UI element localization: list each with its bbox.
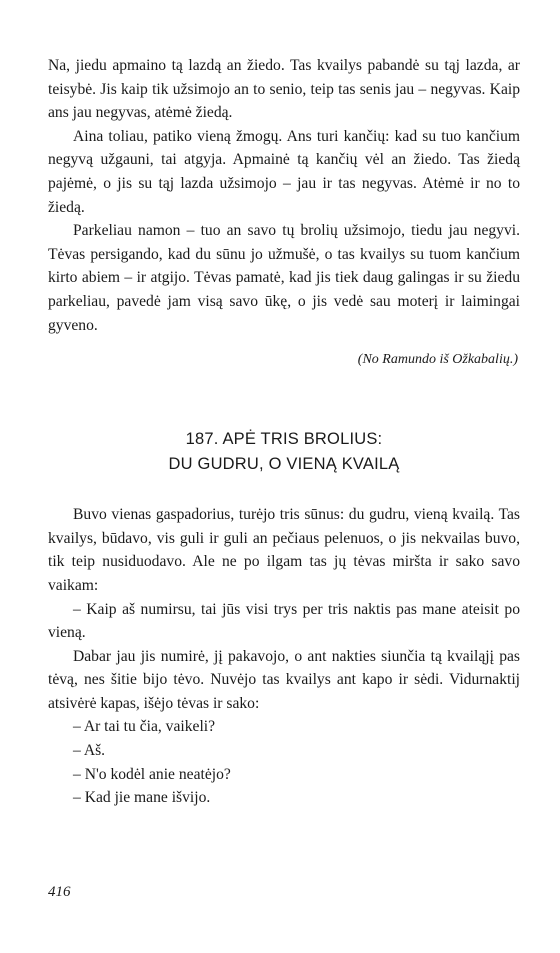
paragraph: Aina toliau, patiko vieną žmogų. Ans turi kančių: kad su tuo kančium negyvą užgauni, tai atgyja. Apmainė tą kančių vėl an žiedo. Tas žiedą pajėmė, o jis su tąj lazda užsimojo – jau ir tas negyvas. Atėmė ir no to žiedą.	[48, 127, 520, 216]
dialogue-line: – N'o kodėl anie neatėjo?	[73, 765, 231, 783]
dialogue-line: – Kad jie mane išvijo.	[73, 789, 211, 807]
story-subtitle: DU GUDRU, O VIENĄ KVAILĄ	[168, 455, 400, 474]
paragraph: Dabar jau jis numirė, jį pakavojo, o ant nakties siunčia tą kvailąjį pas tėvą, nes šitie bijo tėvo. Nuvėjo tas kvailys ant kapo ir sėdi. Vidurnaktij atsivėrė kapas, išėjo tėvas ir sako:	[48, 647, 520, 712]
paragraph-continued: Na, jiedu apmaino tą lazdą an žiedo. Tas kvailys pabandė su tąj lazda, ar teisybė. Jis kaip tik užsimojo an to senio, teip tas senis jau – negyvas. Kaip ans jau negyvas, atėmė žiedą.	[48, 57, 520, 122]
story-title: 187. APĖ TRIS BROLIUS:	[185, 430, 383, 449]
story-body	[48, 503, 520, 810]
story-heading	[48, 427, 520, 477]
page-number: 416	[48, 884, 71, 900]
dialogue-line: – Aš.	[73, 742, 106, 760]
dialogue-line: – Ar tai tu čia, vaikeli?	[73, 718, 216, 736]
page-content	[48, 54, 520, 810]
story-attribution: (No Ramundo iš Ožkabalių.)	[357, 352, 518, 368]
paragraph: Parkeliau namon – tuo an savo tų brolių užsimojo, tiedu jau negyvi. Tėvas persigando, kad du sūnu jo užmušė, o tas kvailys su tuom kančium kirto abiem – ir atgijo. Tėvas pamatė, kad jis tiek daug galingas ir su žiedu parkeliau, pavedė jam visą savo ūkę, o jis vedė sau moterį ir laimingai gyveno.	[48, 222, 520, 334]
dialogue-line: – Kaip aš numirsu, tai jūs visi trys per tris naktis pas mane ateisit po vieną.	[48, 600, 520, 642]
paragraph: Buvo vienas gaspadorius, turėjo tris sūnus: du gudru, vieną kvailą. Tas kvailys, būdavo, vis guli ir guli an pečiaus pelenuos, o jis nekvailas buvo, tik teip nusiduodavo. Ale ne po ilgam tas jų tėvas miršta ir sako savo vaikam:	[48, 506, 520, 594]
